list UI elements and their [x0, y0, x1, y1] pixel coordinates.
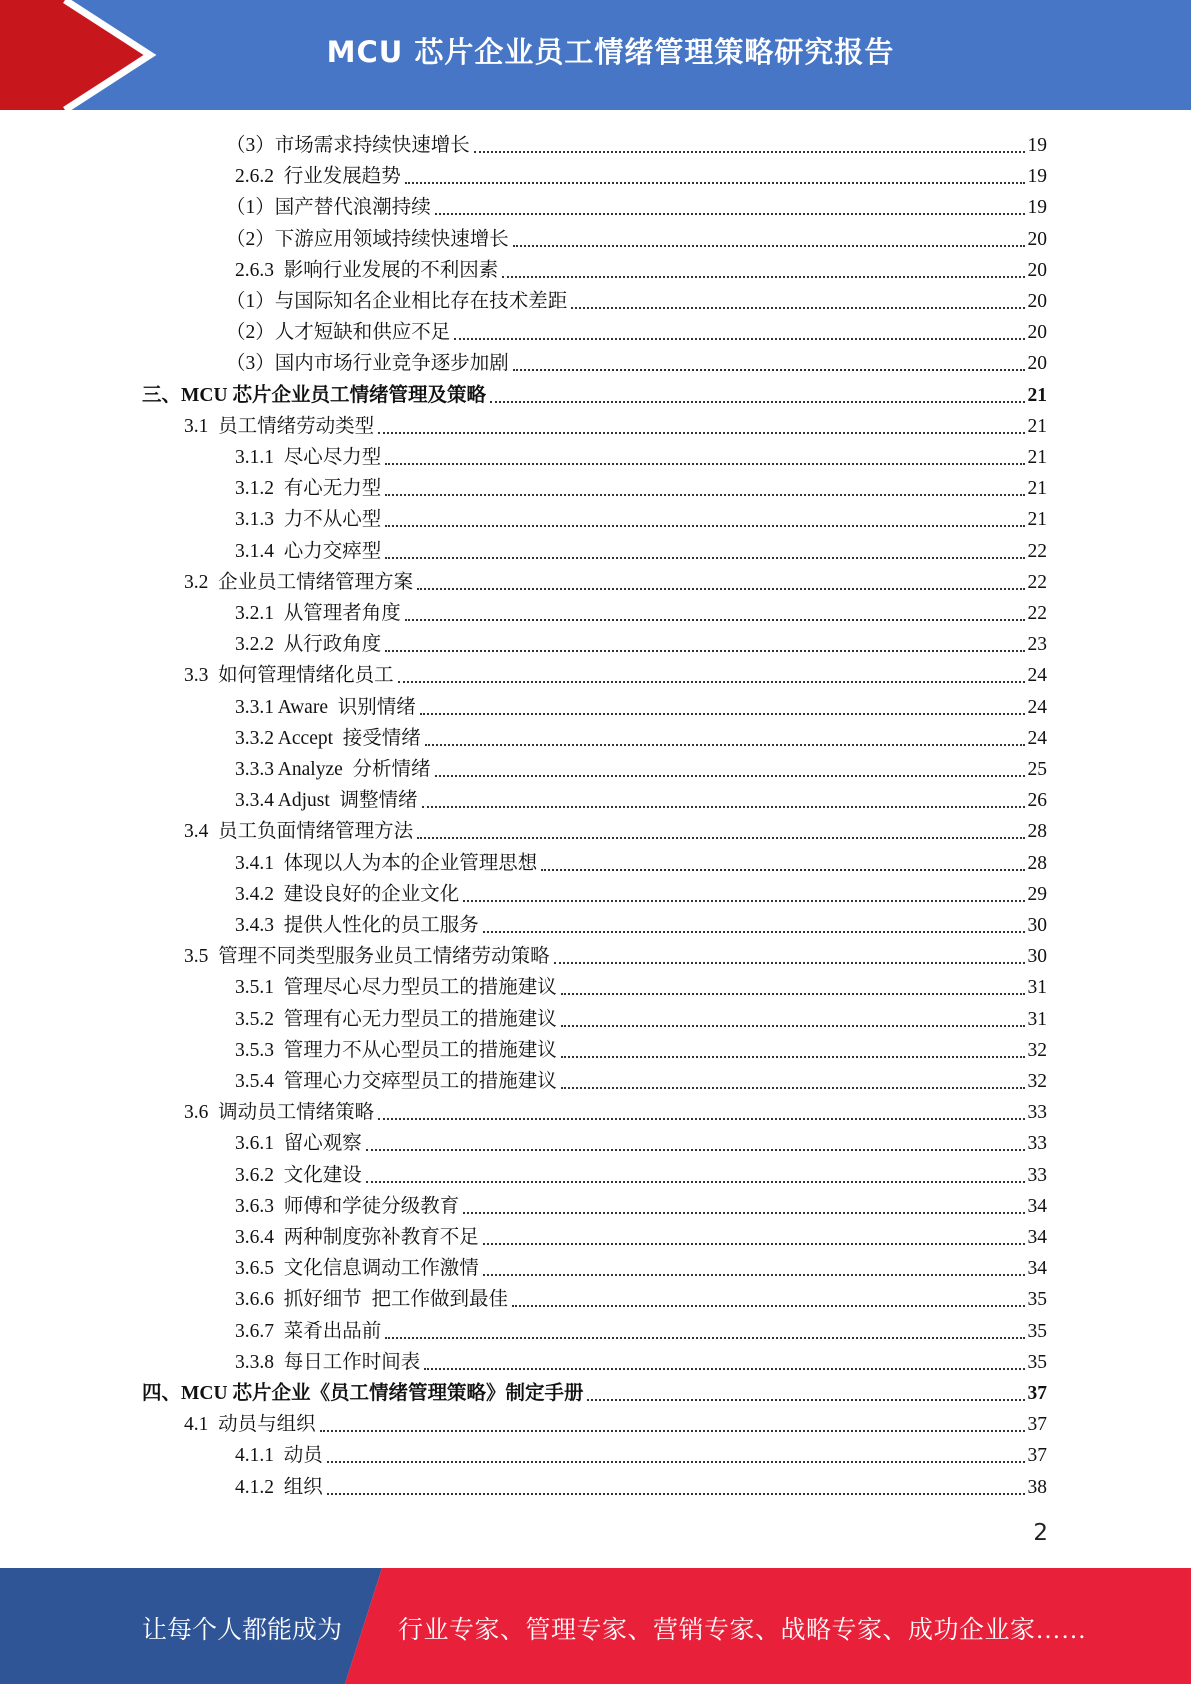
toc-entry-label: 3.6.4 两种制度弥补教育不足 — [235, 1227, 479, 1248]
toc-entry-label: （2）人才短缺和供应不足 — [226, 322, 451, 344]
toc-entry-label: （3）国内市场行业竞争逐步加剧 — [226, 353, 509, 375]
toc-dot-leader — [474, 151, 1025, 153]
toc-dot-leader — [483, 1274, 1025, 1276]
toc-entry-label: 3.4 员工负面情绪管理方法 — [184, 821, 414, 843]
toc-entry-label: 3.4.2 建设良好的企业文化 — [235, 883, 460, 905]
toc-dot-leader — [587, 1399, 1024, 1401]
toc-entry[interactable] — [235, 1001, 1047, 1032]
toc-entry-label: 四、MCU 芯片企业《员工情绪管理策略》制定手册 — [142, 1383, 584, 1404]
toc-entry-page: 29 — [1027, 883, 1047, 905]
toc-entry[interactable] — [235, 470, 1047, 501]
toc-entry-label: 3.5.2 管理有心无力型员工的措施建议 — [235, 1008, 557, 1030]
toc-entry[interactable] — [235, 907, 1047, 938]
toc-entry-label: 3.6.2 文化建设 — [235, 1164, 362, 1186]
toc-dot-leader — [378, 432, 1024, 434]
toc-entry[interactable] — [184, 813, 1047, 844]
toc-entry[interactable] — [235, 1344, 1047, 1375]
toc-entry[interactable] — [226, 314, 1047, 345]
toc-dot-leader — [417, 588, 1024, 590]
toc-dot-leader — [463, 1212, 1024, 1214]
toc-entry[interactable] — [226, 283, 1047, 314]
toc-entry[interactable] — [184, 657, 1047, 688]
toc-entry[interactable] — [235, 1281, 1047, 1312]
toc-dot-leader — [385, 494, 1024, 496]
toc-entry-page: 21 — [1027, 415, 1047, 437]
toc-dot-leader — [366, 1149, 1025, 1151]
toc-dot-leader — [502, 276, 1024, 278]
toc-entry[interactable] — [235, 252, 1047, 283]
toc-entry-label: 3.5 管理不同类型服务业员工情绪劳动策略 — [184, 946, 550, 968]
toc-entry[interactable] — [235, 158, 1047, 189]
toc-entry-page: 24 — [1027, 696, 1047, 718]
toc-entry[interactable] — [235, 1437, 1047, 1468]
toc-entry-label: 4.1.1 动员 — [235, 1445, 323, 1467]
toc-entry-page: 20 — [1027, 291, 1047, 312]
toc-entry[interactable] — [235, 1469, 1047, 1500]
toc-entry-label: 3.2.1 从管理者角度 — [235, 603, 401, 624]
toc-entry-page: 20 — [1027, 259, 1047, 281]
toc-entry-page: 34 — [1027, 1258, 1047, 1280]
toc-entry-page: 25 — [1027, 759, 1047, 780]
toc-entry[interactable] — [226, 127, 1047, 158]
toc-entry-page: 32 — [1027, 1039, 1047, 1061]
toc-entry-label: 3.6.3 师傅和学徒分级教育 — [235, 1195, 460, 1217]
toc-dot-leader — [405, 182, 1025, 184]
toc-entry-page: 24 — [1027, 665, 1047, 687]
toc-entry-label: 3.1 员工情绪劳动类型 — [184, 415, 375, 437]
toc-entry[interactable] — [235, 1219, 1047, 1250]
toc-dot-leader — [512, 1305, 1024, 1307]
toc-entry-page: 30 — [1027, 946, 1047, 968]
toc-entry[interactable] — [235, 533, 1047, 564]
toc-entry-page: 35 — [1027, 1351, 1047, 1373]
toc-entry-label: 2.6.3 影响行业发展的不利因素 — [235, 259, 499, 281]
toc-entry-label: 2.6.2 行业发展趋势 — [235, 166, 401, 188]
toc-dot-leader — [571, 307, 1024, 309]
toc-entry-label: （1）与国际知名企业相比存在技术差距 — [226, 291, 568, 312]
toc-entry[interactable] — [235, 876, 1047, 907]
toc-entry[interactable] — [235, 626, 1047, 657]
toc-dot-leader — [320, 1430, 1025, 1432]
toc-entry-label: 3.5.3 管理力不从心型员工的措施建议 — [235, 1039, 557, 1061]
toc-entry[interactable] — [235, 439, 1047, 470]
toc-entry-label: 3.3.4 Adjust 调整情绪 — [235, 790, 418, 812]
toc-entry[interactable] — [235, 782, 1047, 813]
toc-entry-page: 34 — [1027, 1227, 1047, 1248]
toc-entry-page: 37 — [1027, 1414, 1047, 1436]
toc-entry[interactable] — [235, 595, 1047, 626]
toc-entry[interactable] — [235, 751, 1047, 782]
toc-entry-page: 28 — [1027, 821, 1047, 843]
toc-dot-leader — [378, 1118, 1024, 1120]
toc-entry-label: 3.4.1 体现以人为本的企业管理思想 — [235, 852, 538, 874]
toc-dot-leader — [385, 463, 1024, 465]
toc-entry-page: 34 — [1027, 1195, 1047, 1217]
toc-entry-page: 19 — [1027, 197, 1047, 219]
toc-entry-label: 3.2.2 从行政角度 — [235, 634, 382, 656]
toc-entry[interactable] — [235, 969, 1047, 1000]
toc-entry-page: 35 — [1027, 1289, 1047, 1311]
toc-entry[interactable] — [226, 221, 1047, 252]
toc-dot-leader — [483, 931, 1025, 933]
toc-dot-leader — [483, 1243, 1025, 1245]
toc-dot-leader — [490, 401, 1025, 403]
page-footer — [0, 1568, 1191, 1684]
toc-entry-label: 3.6.7 菜肴出品前 — [235, 1320, 382, 1342]
toc-entry[interactable] — [184, 1406, 1047, 1437]
toc-entry-page: 20 — [1027, 353, 1047, 375]
document-title: MCU 芯片企业员工情绪管理策略研究报告 — [326, 35, 895, 69]
toc-entry-page: 19 — [1027, 135, 1047, 156]
toc-entry[interactable] — [184, 564, 1047, 595]
page-header — [0, 0, 1191, 110]
toc-entry-label: 4.1 动员与组织 — [184, 1414, 316, 1436]
toc-dot-leader — [424, 1368, 1024, 1370]
toc-entry[interactable] — [235, 501, 1047, 532]
toc-entry-page: 37 — [1027, 1383, 1047, 1404]
toc-entry-label: 3.3.1 Aware 识别情绪 — [235, 696, 416, 718]
toc-entry-label: （1）国产替代浪潮持续 — [226, 197, 431, 219]
toc-entry[interactable] — [235, 689, 1047, 720]
toc-entry-page: 37 — [1027, 1445, 1047, 1467]
toc-entry-label: 3.1.3 力不从心型 — [235, 509, 382, 531]
toc-dot-leader — [366, 1181, 1025, 1183]
toc-entry-label: 3.3.2 Accept 接受情绪 — [235, 727, 421, 749]
toc-dot-leader — [327, 1461, 1025, 1463]
toc-entry-page: 38 — [1027, 1476, 1047, 1498]
toc-dot-leader — [513, 369, 1025, 371]
toc-entry-page: 21 — [1027, 447, 1047, 468]
toc-entry-page: 21 — [1027, 509, 1047, 531]
footer-slogan-right: 行业专家、管理专家、营销专家、战略专家、成功企业家…… — [398, 1617, 1087, 1644]
toc-entry-label: 3.6.1 留心观察 — [235, 1133, 362, 1155]
toc-entry[interactable] — [235, 1313, 1047, 1344]
toc-entry-page: 32 — [1027, 1071, 1047, 1092]
toc-dot-leader — [454, 338, 1024, 340]
toc-entry-page: 20 — [1027, 322, 1047, 344]
page-number: 2 — [1033, 1520, 1048, 1546]
toc-dot-leader — [554, 962, 1025, 964]
toc-entry[interactable] — [235, 1188, 1047, 1219]
toc-entry-label: 3.1.2 有心无力型 — [235, 478, 382, 500]
toc-entry-label: 3.6.5 文化信息调动工作激情 — [235, 1258, 479, 1280]
toc-entry[interactable] — [184, 938, 1047, 969]
toc-dot-leader — [385, 557, 1024, 559]
toc-entry-label: 3.6 调动员工情绪策略 — [184, 1102, 375, 1124]
toc-entry-page: 19 — [1027, 166, 1047, 188]
toc-entry-page: 24 — [1027, 727, 1047, 749]
toc-entry[interactable] — [235, 720, 1047, 751]
toc-dot-leader — [327, 1493, 1025, 1495]
toc-dot-leader — [561, 993, 1025, 995]
toc-entry[interactable] — [235, 1125, 1047, 1156]
toc-entry[interactable] — [235, 1063, 1047, 1094]
toc-dot-leader — [398, 681, 1025, 683]
toc-dot-leader — [385, 1337, 1024, 1339]
toc-dot-leader — [385, 525, 1024, 527]
toc-entry-page: 26 — [1027, 790, 1047, 812]
toc-entry-label: 3.3.8 每日工作时间表 — [235, 1351, 421, 1373]
toc-entry[interactable] — [235, 1157, 1047, 1188]
toc-entry-label: 3.5.1 管理尽心尽力型员工的措施建议 — [235, 977, 557, 999]
toc-dot-leader — [541, 869, 1024, 871]
toc-entry-label: 3.6.6 抓好细节 把工作做到最佳 — [235, 1289, 509, 1311]
toc-entry-label: （3）市场需求持续快速增长 — [226, 135, 470, 156]
toc-entry[interactable] — [235, 1250, 1047, 1281]
toc-entry-page: 20 — [1027, 228, 1047, 250]
toc-dot-leader — [435, 775, 1025, 777]
toc-entry-page: 22 — [1027, 603, 1047, 624]
toc-entry[interactable] — [142, 1375, 1047, 1406]
toc-entry-label: 3.4.3 提供人性化的员工服务 — [235, 915, 479, 936]
toc-dot-leader — [422, 806, 1025, 808]
toc-entry-label: 3.5.4 管理心力交瘁型员工的措施建议 — [235, 1071, 557, 1092]
toc-entry-label: 3.2 企业员工情绪管理方案 — [184, 571, 414, 593]
toc-entry[interactable] — [226, 189, 1047, 220]
toc-dot-leader — [420, 713, 1025, 715]
toc-dot-leader — [405, 619, 1025, 621]
toc-entry-label: 3.3 如何管理情绪化员工 — [184, 665, 394, 687]
toc-entry-label: 3.1.4 心力交瘁型 — [235, 540, 382, 562]
toc-entry-page: 23 — [1027, 634, 1047, 656]
toc-entry-label: 三、MCU 芯片企业员工情绪管理及策略 — [142, 384, 486, 406]
toc-dot-leader — [513, 245, 1025, 247]
toc-entry-page: 22 — [1027, 571, 1047, 593]
toc-entry[interactable] — [142, 377, 1047, 408]
toc-entry-label: 4.1.2 组织 — [235, 1476, 323, 1498]
toc-entry[interactable] — [226, 345, 1047, 376]
toc-dot-leader — [425, 744, 1025, 746]
toc-entry-page: 33 — [1027, 1102, 1047, 1124]
toc-dot-leader — [417, 837, 1024, 839]
toc-dot-leader — [385, 650, 1024, 652]
footer-slogan-left: 让每个人都能成为 — [142, 1617, 343, 1644]
toc-entry-label: 3.1.1 尽心尽力型 — [235, 447, 382, 468]
toc-dot-leader — [463, 900, 1024, 902]
toc-entry-page: 33 — [1027, 1133, 1047, 1155]
toc-entry-label: 3.3.3 Analyze 分析情绪 — [235, 759, 431, 780]
toc-entry-page: 21 — [1027, 478, 1047, 500]
toc-entry-page: 22 — [1027, 540, 1047, 562]
toc-entry-page: 31 — [1027, 1008, 1047, 1030]
toc-entry-page: 30 — [1027, 915, 1047, 936]
toc-entry[interactable] — [235, 1032, 1047, 1063]
toc-entry[interactable] — [184, 1094, 1047, 1125]
toc-entry-page: 35 — [1027, 1320, 1047, 1342]
toc-entry-page: 31 — [1027, 977, 1047, 999]
toc-entry[interactable] — [184, 408, 1047, 439]
toc-dot-leader — [435, 213, 1025, 215]
toc-entry-page: 28 — [1027, 852, 1047, 874]
toc-entry[interactable] — [235, 845, 1047, 876]
toc-dot-leader — [561, 1056, 1025, 1058]
toc-entry-page: 21 — [1027, 384, 1047, 406]
toc-dot-leader — [561, 1025, 1025, 1027]
toc-entry-label: （2）下游应用领域持续快速增长 — [226, 228, 509, 250]
toc-entry-page: 33 — [1027, 1164, 1047, 1186]
toc-dot-leader — [561, 1087, 1025, 1089]
